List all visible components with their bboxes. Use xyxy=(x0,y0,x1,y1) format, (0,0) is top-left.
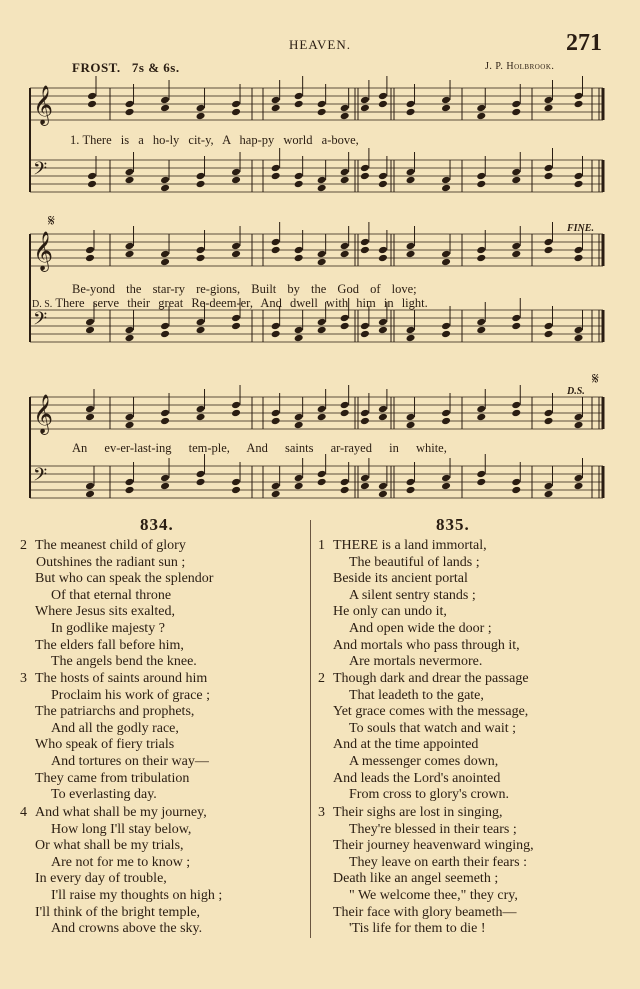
fine-label: FINE. xyxy=(567,223,594,234)
note-head xyxy=(360,322,370,331)
note-head xyxy=(544,172,554,181)
stanza-line: I'll raise my thoughts on high ; xyxy=(51,887,223,903)
note-head xyxy=(271,238,281,247)
stanza-line: That leadeth to the gate, xyxy=(349,687,484,703)
stanza-line: And crowns above the sky. xyxy=(51,921,203,937)
stanza-number: 1 xyxy=(318,538,325,553)
note-head xyxy=(378,92,388,101)
note-head xyxy=(294,334,304,343)
note-head xyxy=(231,322,241,331)
note-head xyxy=(294,172,304,181)
running-header: HEAVEN. xyxy=(288,37,351,52)
note-head xyxy=(406,168,416,177)
note-head xyxy=(340,250,350,259)
note-head xyxy=(196,172,206,181)
note-head xyxy=(476,318,486,327)
note-head xyxy=(294,482,304,491)
note-head xyxy=(196,254,206,263)
note-head xyxy=(196,478,206,487)
stanza-line: And tortures on their way— xyxy=(51,753,209,769)
lyric-line xyxy=(72,441,447,456)
note-head xyxy=(441,104,451,113)
note-head xyxy=(125,326,135,335)
stanza-line: " We welcome thee," they cry, xyxy=(349,887,518,903)
stanza-number: 4 xyxy=(20,805,27,820)
note-head xyxy=(271,172,281,181)
note-head xyxy=(317,176,327,185)
stanza-line: 3 The hosts of saints around him xyxy=(20,671,208,686)
stanza-line: Where Jesus sits exalted, xyxy=(35,604,175,620)
note-head xyxy=(544,409,554,418)
note-head xyxy=(378,100,388,109)
note-head xyxy=(378,405,388,414)
note-head xyxy=(125,486,135,495)
note-head xyxy=(271,490,281,499)
note-head xyxy=(476,478,486,487)
note-head xyxy=(441,474,451,483)
note-head xyxy=(317,405,327,414)
note-head xyxy=(294,254,304,263)
lyric-line xyxy=(32,296,428,311)
note-head xyxy=(340,168,350,177)
note-head xyxy=(511,478,521,487)
verse-number: 1. xyxy=(70,133,80,147)
note-head xyxy=(85,326,95,335)
stanza-number: 3 xyxy=(318,805,325,820)
note-head xyxy=(340,176,350,185)
lyric-line xyxy=(72,282,417,297)
note-head xyxy=(406,100,416,109)
note-head xyxy=(360,417,370,426)
note-head xyxy=(511,100,521,109)
note-head xyxy=(196,326,206,335)
stanza-line: A silent sentry stands ; xyxy=(349,587,476,603)
note-head xyxy=(85,482,95,491)
note-head xyxy=(406,413,416,422)
segno-icon: 𝄋 xyxy=(592,369,599,388)
stanza xyxy=(318,538,520,671)
note-head xyxy=(406,334,416,343)
note-head xyxy=(125,413,135,422)
stanza-line: A messenger comes down, xyxy=(349,753,499,769)
note-head xyxy=(406,478,416,487)
note-head xyxy=(378,413,388,422)
note-head xyxy=(160,176,170,185)
stanza xyxy=(20,671,210,804)
note-head xyxy=(378,254,388,263)
note-head xyxy=(476,172,486,181)
note-head xyxy=(360,238,370,247)
note-head xyxy=(544,246,554,255)
note-head xyxy=(378,482,388,491)
bass-clef-icon: 𝄢 xyxy=(33,465,48,490)
note-head xyxy=(317,250,327,259)
note-head xyxy=(271,417,281,426)
note-head xyxy=(574,474,584,483)
note-head xyxy=(271,482,281,491)
note-head xyxy=(406,250,416,259)
stanza-line: 4 And what shall be my journey, xyxy=(20,805,207,820)
stanza-line: The elders fall before him, xyxy=(35,637,184,653)
stanza-line: Proclaim his work of grace ; xyxy=(51,687,211,703)
note-head xyxy=(574,413,584,422)
tune-name: FROST. xyxy=(72,60,121,75)
stanza-line: 2 The meanest child of glory xyxy=(20,538,186,553)
lyric-text: An ev-er-last-ing tem-ple, And saints ar-rayed in white, xyxy=(72,441,447,455)
note-head xyxy=(85,318,95,327)
note-head xyxy=(360,409,370,418)
note-head xyxy=(85,413,95,422)
stanza-line: Are not for me to know ; xyxy=(51,854,191,870)
note-head xyxy=(196,405,206,414)
note-head xyxy=(441,330,451,339)
note-head xyxy=(574,172,584,181)
stanza-number: 2 xyxy=(318,671,325,686)
note-head xyxy=(231,108,241,117)
stanza-line: In godlike majesty ? xyxy=(51,620,165,636)
note-head xyxy=(511,401,521,410)
stanza-line: 'Tis life for them to die ! xyxy=(349,921,486,937)
note-head xyxy=(317,184,327,193)
note-head xyxy=(125,100,135,109)
stanza-line: And open wide the door ; xyxy=(349,620,492,636)
stanza-number: 2 xyxy=(20,538,27,553)
note-head xyxy=(231,250,241,259)
note-head xyxy=(85,405,95,414)
stanza-line: The angels bend the knee. xyxy=(51,654,197,670)
note-head xyxy=(125,334,135,343)
note-head xyxy=(317,100,327,109)
note-head xyxy=(441,482,451,491)
note-head xyxy=(160,184,170,193)
note-head xyxy=(160,322,170,331)
note-head xyxy=(574,100,584,109)
stanza-line: The beautiful of lands ; xyxy=(349,554,480,570)
note-head xyxy=(196,112,206,121)
note-head xyxy=(271,409,281,418)
stanza-line: 3 Their sighs are lost in singing, xyxy=(318,805,503,820)
stanza-line: 2 Though dark and drear the passage xyxy=(318,671,529,686)
verse-number: D. S. xyxy=(32,299,53,310)
note-head xyxy=(574,254,584,263)
note-head xyxy=(160,417,170,426)
note-head xyxy=(574,421,584,430)
note-head xyxy=(231,314,241,323)
note-head xyxy=(196,318,206,327)
note-head xyxy=(231,409,241,418)
stanza-line: Yet grace comes with the message, xyxy=(333,704,529,720)
note-head xyxy=(574,92,584,101)
note-head xyxy=(125,108,135,117)
note-head xyxy=(441,250,451,259)
note-head xyxy=(360,104,370,113)
note-head xyxy=(511,250,521,259)
note-head xyxy=(511,176,521,185)
stanza-number: 3 xyxy=(20,671,27,686)
stanza xyxy=(20,538,213,671)
note-head xyxy=(378,326,388,335)
lyric-line xyxy=(70,133,359,148)
note-head xyxy=(476,246,486,255)
note-head xyxy=(441,409,451,418)
note-head xyxy=(196,180,206,189)
tune-meter: 7s & 6s. xyxy=(131,60,180,75)
stanza-line: And mortals who pass through it, xyxy=(333,637,520,653)
stanza-line: Their journey heavenward winging, xyxy=(333,838,534,854)
note-head xyxy=(340,104,350,113)
note-head xyxy=(87,100,97,109)
segno-icon: 𝄋 xyxy=(48,211,55,230)
note-head xyxy=(476,254,486,263)
note-head xyxy=(574,482,584,491)
note-head xyxy=(294,92,304,101)
note-head xyxy=(511,409,521,418)
stanza-line: To everlasting day. xyxy=(51,787,157,803)
note-head xyxy=(196,104,206,113)
stanza-line: I'll think of the bright temple, xyxy=(35,904,201,920)
composer: J. P. Holbrook. xyxy=(485,61,555,72)
note-head xyxy=(574,334,584,343)
stanza-line: Or what shall be my trials, xyxy=(35,838,184,854)
stanza-line: They're blessed in their tears ; xyxy=(349,821,517,837)
note-head xyxy=(511,314,521,323)
note-head xyxy=(271,104,281,113)
note-head xyxy=(406,421,416,430)
note-head xyxy=(125,421,135,430)
note-head xyxy=(317,470,327,479)
note-head xyxy=(340,401,350,410)
hymn-number: 834. xyxy=(140,515,174,534)
page-number: 271 xyxy=(566,30,602,56)
note-head xyxy=(196,470,206,479)
note-head xyxy=(196,413,206,422)
note-head xyxy=(511,242,521,251)
hymn-number: 835. xyxy=(436,515,470,534)
note-head xyxy=(160,409,170,418)
note-head xyxy=(340,242,350,251)
note-head xyxy=(441,258,451,267)
note-head xyxy=(511,168,521,177)
treble-clef-icon: 𝄞 xyxy=(33,85,54,125)
note-head xyxy=(340,322,350,331)
note-head xyxy=(125,168,135,177)
note-head xyxy=(378,180,388,189)
stanza-line: Outshines the radiant sun ; xyxy=(36,554,186,570)
note-head xyxy=(574,246,584,255)
note-head xyxy=(360,172,370,181)
note-head xyxy=(441,176,451,185)
note-head xyxy=(406,108,416,117)
note-head xyxy=(378,246,388,255)
note-head xyxy=(317,318,327,327)
note-head xyxy=(160,250,170,259)
note-head xyxy=(271,96,281,105)
note-head xyxy=(360,482,370,491)
treble-clef-icon: 𝄞 xyxy=(33,231,54,271)
stanza-line: They came from tribulation xyxy=(35,770,190,786)
note-head xyxy=(544,238,554,247)
note-head xyxy=(317,413,327,422)
note-head xyxy=(125,242,135,251)
note-head xyxy=(294,246,304,255)
stanza xyxy=(318,671,529,804)
note-head xyxy=(271,322,281,331)
note-head xyxy=(406,176,416,185)
treble-clef-icon: 𝄞 xyxy=(33,394,54,434)
note-head xyxy=(231,168,241,177)
note-head xyxy=(544,417,554,426)
note-head xyxy=(574,180,584,189)
note-head xyxy=(441,184,451,193)
note-head xyxy=(87,172,97,181)
note-head xyxy=(196,246,206,255)
note-head xyxy=(476,326,486,335)
note-head xyxy=(125,478,135,487)
stanza-line: And all the godly race, xyxy=(51,720,179,736)
note-head xyxy=(317,478,327,487)
note-head xyxy=(378,490,388,499)
note-head xyxy=(231,401,241,410)
note-head xyxy=(511,486,521,495)
note-head xyxy=(317,108,327,117)
lyric-text: There serve their great Re-deem-er, And dwell with him in light. xyxy=(55,296,428,310)
note-head xyxy=(125,176,135,185)
column-divider xyxy=(310,520,311,938)
stanza-line: But who can speak the splendor xyxy=(35,571,214,587)
note-head xyxy=(544,96,554,105)
note-head xyxy=(85,254,95,263)
note-head xyxy=(476,470,486,479)
stanza-line: Death like an angel seemeth ; xyxy=(333,871,499,887)
note-head xyxy=(340,314,350,323)
note-head xyxy=(231,242,241,251)
note-head xyxy=(160,104,170,113)
note-head xyxy=(317,258,327,267)
note-head xyxy=(544,164,554,173)
note-head xyxy=(294,421,304,430)
note-head xyxy=(378,172,388,181)
note-head xyxy=(85,490,95,499)
stanza-line: The patriarchs and prophets, xyxy=(35,704,195,720)
note-head xyxy=(476,112,486,121)
note-head xyxy=(360,330,370,339)
stanza-line: Their face with glory beameth— xyxy=(333,904,517,920)
stanza-line: In every day of trouble, xyxy=(35,871,167,887)
note-head xyxy=(294,413,304,422)
note-head xyxy=(544,482,554,491)
note-head xyxy=(406,326,416,335)
bass-clef-icon: 𝄢 xyxy=(33,309,48,334)
note-head xyxy=(406,242,416,251)
note-head xyxy=(271,246,281,255)
note-head xyxy=(476,413,486,422)
note-head xyxy=(271,330,281,339)
note-head xyxy=(160,482,170,491)
note-head xyxy=(360,164,370,173)
stanza-line: And at the time appointed xyxy=(333,737,479,753)
stanza-line: They leave on earth their fears : xyxy=(349,854,528,870)
note-head xyxy=(476,405,486,414)
note-head xyxy=(160,474,170,483)
note-head xyxy=(160,330,170,339)
note-head xyxy=(441,96,451,105)
note-head xyxy=(294,474,304,483)
stanza-line: Are mortals nevermore. xyxy=(349,654,483,670)
note-head xyxy=(441,322,451,331)
note-head xyxy=(378,318,388,327)
lyric-text: Be-yond the star-ry re-gions, Built by the God of love; xyxy=(72,282,417,296)
note-head xyxy=(160,258,170,267)
stanza-line: And leads the Lord's anointed xyxy=(333,770,501,786)
note-head xyxy=(340,409,350,418)
note-head xyxy=(544,490,554,499)
note-head xyxy=(340,112,350,121)
note-head xyxy=(406,486,416,495)
bass-clef-icon: 𝄢 xyxy=(33,159,48,184)
note-head xyxy=(544,104,554,113)
note-head xyxy=(360,96,370,105)
stanza-line: He only can undo it, xyxy=(333,604,447,620)
note-head xyxy=(231,176,241,185)
note-head xyxy=(476,180,486,189)
note-head xyxy=(511,322,521,331)
stanza-line: Who speak of fiery trials xyxy=(35,737,175,753)
lyric-text: There is a ho-ly cit-y, A hap-py world a-bove, xyxy=(82,133,359,147)
note-head xyxy=(87,92,97,101)
note-head xyxy=(271,164,281,173)
stanza xyxy=(318,805,534,938)
note-head xyxy=(125,250,135,259)
note-head xyxy=(340,486,350,495)
stanza-line: How long I'll stay below, xyxy=(51,821,192,837)
note-head xyxy=(160,96,170,105)
stanza-line: 1 THERE is a land immortal, xyxy=(318,538,487,553)
note-head xyxy=(544,330,554,339)
note-head xyxy=(231,478,241,487)
note-head xyxy=(574,326,584,335)
stanza xyxy=(20,805,222,938)
note-head xyxy=(441,417,451,426)
note-head xyxy=(294,326,304,335)
note-head xyxy=(340,478,350,487)
note-head xyxy=(544,322,554,331)
stanza-line: To souls that watch and wait ; xyxy=(349,720,516,736)
stanza-line: Of that eternal throne xyxy=(51,587,172,603)
note-head xyxy=(231,486,241,495)
note-head xyxy=(511,108,521,117)
note-head xyxy=(294,100,304,109)
note-head xyxy=(476,104,486,113)
note-head xyxy=(360,246,370,255)
stanza-line: From cross to glory's crown. xyxy=(349,787,510,803)
note-head xyxy=(85,246,95,255)
note-head xyxy=(87,180,97,189)
stanza-line: Beside its ancient portal xyxy=(333,571,468,587)
note-head xyxy=(294,180,304,189)
ds-label: D.S. xyxy=(567,386,585,397)
note-head xyxy=(360,474,370,483)
note-head xyxy=(317,326,327,335)
note-head xyxy=(231,100,241,109)
